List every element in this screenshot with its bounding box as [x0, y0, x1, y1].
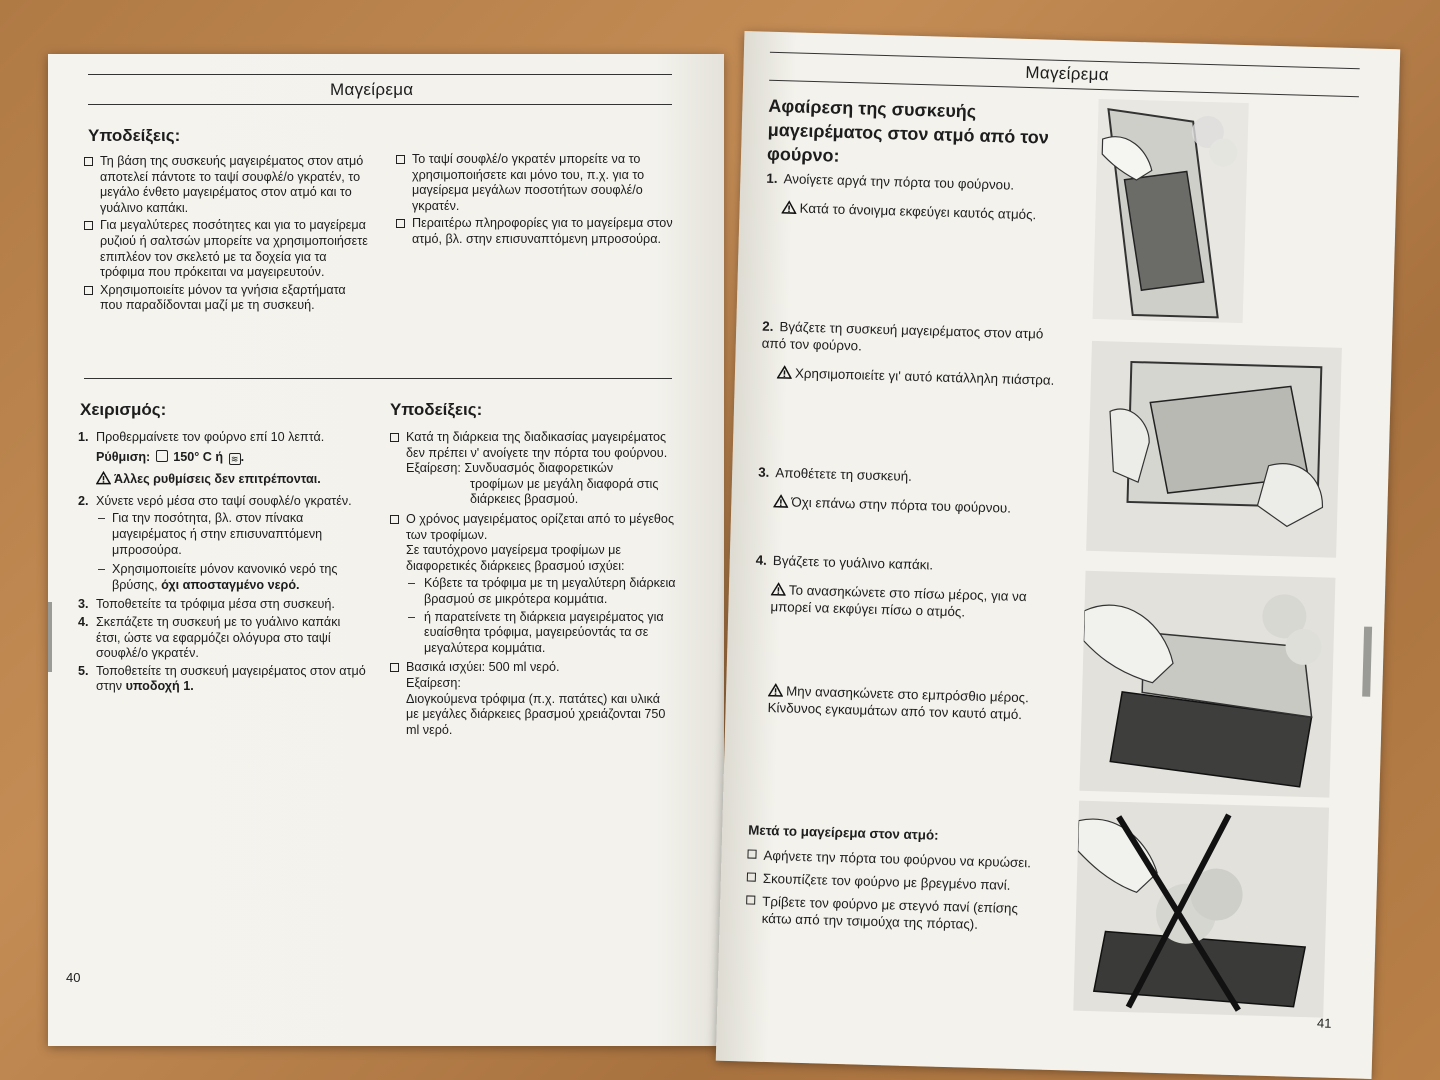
page-number: 40	[66, 970, 81, 985]
exception-detail: τροφίμων με μεγάλη διαφορά στις διάρκειες βρασμού.	[470, 476, 659, 507]
thumb-tab	[48, 602, 52, 672]
removal-step-4: 4. Βγάζετε το γυάλινο καπάκι. Το ανασηκώνετε στο πίσω μέρος, για να μπορεί να εκφύγει πίσω ο ατμός.	[755, 552, 1027, 620]
checkbox-bullet-icon	[746, 895, 755, 904]
checkbox-bullet-icon	[84, 157, 93, 166]
list-item: Για μεγαλύτερες ποσότητες και για το μαγείρεμα ρυζιού ή σαλτσών μπορείτε να χρησιμοποιήσετε επιπλέον τον σκελετό με τα δοχεία για τα τρόφιμα που πρόκειται να μαγειρευτούν.	[84, 218, 370, 280]
step-2-note-2: – Χρησιμοποιείτε μόνον κανονικό νερό της βρύσης, όχι αποσταγμένο νερό.	[98, 562, 338, 592]
hints-column-1	[84, 154, 370, 316]
list-item: Χρησιμοποιείτε μόνον τα γνήσια εξαρτήματα που παραδίδονται μαζί με τη συσκευή.	[84, 283, 370, 314]
list-item-detail: Διογκούμενα τρόφιμα (π.χ. πατάτες) και υλικά με μεγάλες διάρκειες βρασμού χρειάζονται 750 ml νερό.	[406, 691, 666, 737]
list-item: Το ταψί σουφλέ/ο γκρατέν μπορείτε να το χρησιμοποιήσετε και μόνο του, π.χ. για το μαγείρεμα μεγάλων ποσοτήτων σουφλέ/ο γκρατέν.	[396, 152, 676, 214]
checkbox-bullet-icon	[390, 515, 399, 524]
page-header-title: Μαγείρεμα	[330, 80, 414, 99]
checkbox-bullet-icon	[747, 849, 756, 858]
checkbox-bullet-icon	[747, 872, 756, 881]
step-5: 5. Τοποθετείτε τη συσκευή μαγειρέματος στον ατμό στην υποδοχή 1.	[78, 663, 366, 694]
list-item: Περαιτέρω πληροφορίες για το μαγείρεμα στον ατμό, βλ. στην επισυναπτόμενη μπροσούρα.	[396, 216, 676, 247]
checkbox-bullet-icon	[84, 286, 93, 295]
after-cooking-heading: Μετά το μαγείρεμα στον ατμό:	[747, 822, 939, 843]
step-1: 1. Προθερμαίνετε τον φούρνο επί 10 λεπτά.	[78, 430, 325, 444]
list-item-detail: Σε ταυτόχρονο μαγείρεμα τροφίμων με διαφορετικές διάρκειες βρασμού ισχύει:	[406, 543, 625, 573]
hints-heading: Υποδείξεις:	[88, 126, 181, 145]
operation-heading: Χειρισμός:	[80, 400, 167, 419]
illustration-open-door	[1093, 99, 1249, 323]
warning-icon	[96, 471, 111, 485]
list-item: Ο χρόνος μαγειρέματος ορίζεται από το μέγεθος των τροφίμων. Σε ταυτόχρονο μαγείρεμα τροφίμων με διαφορετικές διάρκειες βρασμού ισχύει: – Κόβετε τα τρόφιμα με τη μεγαλύτερη διάρκεια βρασμού σε μικρότερα κομμάτια. – ή παρατείνετε τη διάρκεια μαγειρέματος για ευαίσθητα τρόφιμα, μαγειρεύοντάς τα σε μεγαλύτερα κομμάτια.	[390, 512, 676, 656]
step-4: 4. Σκεπάζετε τη συσκευή με το γυάλινο καπάκι έτσι, ώστε να εφαρμόζει ολόγυρα στο ταψί σουφλέ/ο γκρατέν.	[78, 614, 341, 661]
list-item: Κατά τη διάρκεια της διαδικασίας μαγειρέματος δεν πρέπει ν' ανοίγετε την πόρτα του φούρνου. Εξαίρεση: Συνδυασμός διαφορετικών τροφίμων με μεγάλη διαφορά στις διάρκειες βρασμού.	[390, 430, 676, 508]
section-divider	[84, 378, 672, 379]
list-item: Τρίβετε τον φούρνο με στεγνό πανί (επίσης κάτω από την τσιμούχα της πόρτας).	[746, 892, 1047, 934]
list-item-detail: Εξαίρεση:	[406, 675, 461, 690]
setting-line: Ρύθμιση: 150° C ή ≋ .	[96, 449, 245, 464]
warning-icon	[773, 494, 788, 508]
warning-icon	[771, 582, 786, 596]
illustration-remove-tray	[1086, 341, 1342, 558]
page-number: 41	[1316, 1015, 1332, 1031]
front-lift-warning: Μην ανασηκώνετε στο εμπρόσθιο μέρος. Κίνδυνος εγκαυμάτων από τον καυτό ατμό.	[767, 683, 1030, 723]
warning-icon	[768, 683, 783, 697]
list-item-dash: – Κόβετε τα τρόφιμα με τη μεγαλύτερη διάρκεια βρασμού σε μικρότερα κομμάτια.	[408, 576, 676, 606]
after-cooking-section	[745, 821, 1048, 936]
bake-mode-icon	[156, 450, 168, 462]
hints-column-3	[390, 430, 676, 740]
right-page	[716, 31, 1401, 1079]
removal-step-2: 2. Βγάζετε τη συσκευή μαγειρέματος στον ατμό από τον φούρνο. Χρησιμοποιείτε γι' αυτό κατάλληλη πιάστρα.	[761, 318, 1055, 388]
thumb-tab	[1362, 627, 1372, 697]
list-item-dash: – ή παρατείνετε τη διάρκεια μαγειρέματος για ευαίσθητα τρόφιμα, μαγειρεύοντάς τα σε μεγαλύτερα κομμάτια.	[408, 609, 664, 655]
step-3: 3. Τοποθετείτε τα τρόφιμα μέσα στη συσκευή.	[78, 597, 335, 612]
checkbox-bullet-icon	[390, 433, 399, 442]
header-rule-top	[88, 74, 672, 75]
warning-icon	[777, 365, 792, 379]
checkbox-bullet-icon	[390, 663, 399, 672]
illustration-wrong-front-lift	[1073, 801, 1329, 1018]
warning-line: Άλλες ρυθμίσεις δεν επιτρέπονται.	[78, 471, 368, 488]
exception-line: Εξαίρεση: Συνδυασμός διαφορετικών	[406, 461, 614, 476]
illustration-lift-lid-back	[1079, 571, 1335, 798]
removal-step-1: 1. Ανοίγετε αργά την πόρτα του φούρνου. Κατά το άνοιγμα εκφεύγει καυτός ατμός.	[766, 170, 1037, 223]
checkbox-bullet-icon	[396, 155, 405, 164]
section-title: Αφαίρεση της συσκευής μαγειρέματος στον ατμό από τον φούρνο:	[766, 95, 1050, 166]
operation-steps	[78, 430, 368, 697]
left-page	[48, 54, 724, 1046]
step-2: 2. Χύνετε νερό μέσα στο ταψί σουφλέ/ο γκρατέν.	[78, 493, 352, 508]
list-item: Σκουπίζετε τον φούρνο με βρεγμένο πανί.	[747, 869, 1047, 894]
list-item: Τη βάση της συσκευής μαγειρέματος στον ατμό αποτελεί πάντοτε το ταψί σουφλέ/ο γκρατέν, το μεγάλο ένθετο μαγειρέματος στον ατμό και το γυάλινο καπάκι.	[84, 154, 370, 216]
hints-column-2	[396, 152, 676, 250]
page-header-title: Μαγείρεμα	[1025, 62, 1110, 85]
step-2-note-1: – Για την ποσότητα, βλ. στον πίνακα μαγειρέματος ή στην επισυναπτόμενη μπροσούρα.	[98, 511, 323, 557]
header-rule-bottom	[88, 104, 672, 105]
list-item: Βασικά ισχύει: 500 ml νερό. Εξαίρεση: Διογκούμενα τρόφιμα (π.χ. πατάτες) και υλικά με μεγάλες διάρκειες βρασμού χρειάζονται 750 ml νερό.	[390, 660, 676, 738]
warning-icon	[781, 200, 796, 214]
steam-mode-icon: ≋	[229, 453, 241, 465]
removal-step-3: 3. Αποθέτετε τη συσκευή. Όχι επάνω στην πόρτα του φούρνου.	[757, 464, 1012, 516]
hints-heading-2: Υποδείξεις:	[390, 400, 483, 419]
list-item: Αφήνετε την πόρτα του φούρνου να κρυώσει.	[747, 846, 1047, 871]
checkbox-bullet-icon	[396, 219, 405, 228]
checkbox-bullet-icon	[84, 221, 93, 230]
